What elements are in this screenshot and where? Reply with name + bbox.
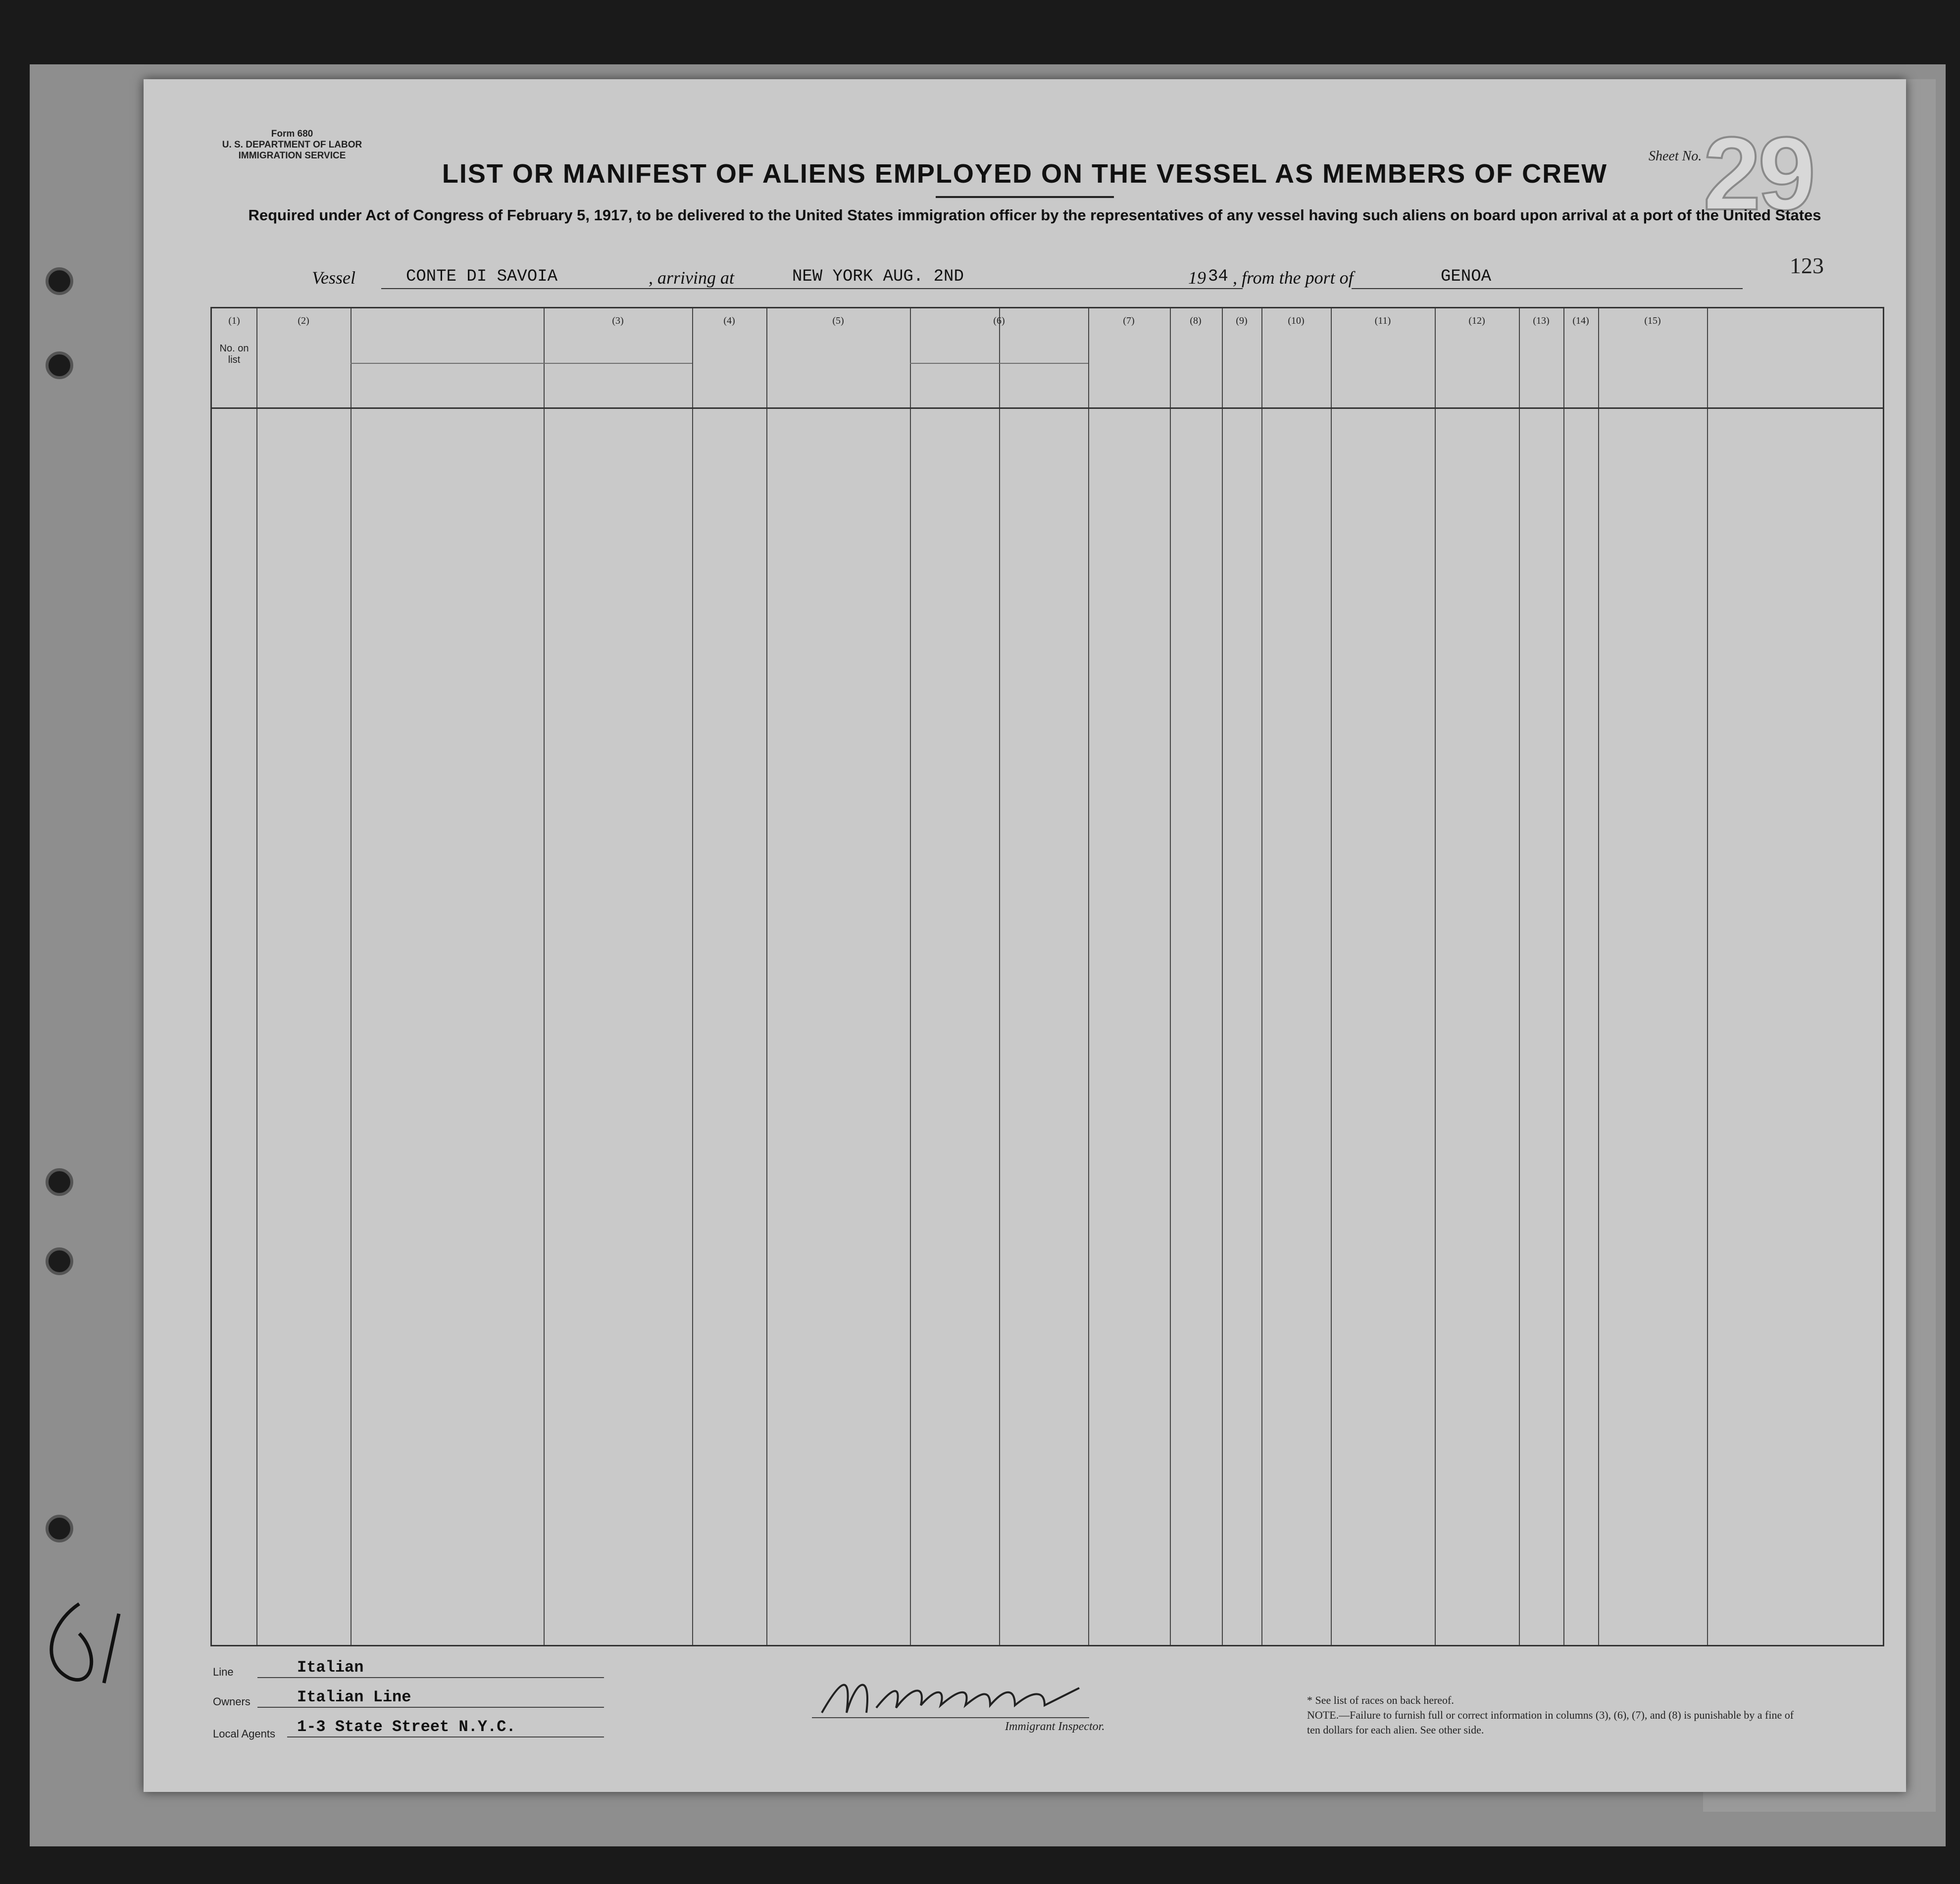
- column-number: (10): [1288, 315, 1305, 326]
- column-divider: [1519, 308, 1520, 1645]
- year-suffix: 34: [1208, 267, 1228, 286]
- column-divider: [351, 308, 352, 1645]
- voyage-line: [144, 267, 1906, 297]
- arriving-at: NEW YORK AUG. 2ND: [792, 267, 964, 286]
- column-number: (12): [1468, 315, 1485, 326]
- column-number: (13): [1533, 315, 1550, 326]
- column-divider: [1563, 308, 1564, 1645]
- race-note: * See list of races on back hereof.: [1307, 1694, 1454, 1706]
- vessel-name: CONTE DI SAVOIA: [406, 267, 558, 286]
- column-divider: [692, 308, 693, 1645]
- vessel-underline: [381, 288, 797, 289]
- column-number: (8): [1190, 315, 1202, 326]
- sheet-number: 29: [1703, 115, 1813, 232]
- column-divider: [999, 308, 1000, 1645]
- penalty-note: NOTE.—Failure to furnish full or correct information in columns (3), (6), (7), and (8) is punishable by a fine of ten dollars for each alien. See other side.: [1307, 1709, 1794, 1736]
- inspector-caption: Immigrant Inspector.: [1005, 1720, 1105, 1733]
- line-underline: [257, 1677, 604, 1678]
- form-info: [213, 129, 371, 161]
- title-rule: [936, 196, 1114, 198]
- column-divider: [544, 308, 545, 1645]
- form-number: Form 680: [271, 129, 313, 139]
- owners-value: Italian Line: [297, 1688, 411, 1706]
- subheader-rule: [910, 363, 1088, 364]
- column-number: (5): [832, 315, 844, 326]
- from-port: GENOA: [1441, 267, 1492, 286]
- column-number: (15): [1644, 315, 1661, 326]
- manifest-sheet: [144, 79, 1906, 1792]
- punch-hole: [46, 1247, 73, 1275]
- handwritten-mark: [20, 1594, 168, 1703]
- column-divider: [1261, 308, 1262, 1645]
- department: U. S. DEPARTMENT OF LABOR: [222, 140, 362, 150]
- column-divider: [1435, 308, 1436, 1645]
- header-rule: [212, 407, 1883, 409]
- document-subtitle: Required under Act of Congress of February 5, 1917, to be delivered to the United States immigration officer by the representatives of any vessel having such aliens on board upon arrival at a port of the United States: [248, 206, 1821, 224]
- arriving-underline: [753, 288, 1243, 289]
- from-port-underline: [1352, 288, 1743, 289]
- column-number: (7): [1123, 315, 1135, 326]
- punch-hole: [46, 1168, 73, 1196]
- column-number: (14): [1572, 315, 1589, 326]
- agents-label: Local Agents: [213, 1728, 275, 1740]
- column-divider: [766, 308, 767, 1645]
- column-divider: [910, 308, 911, 1645]
- column-number: (11): [1374, 315, 1391, 326]
- column-number: (1): [228, 315, 240, 326]
- column-divider: [1707, 308, 1708, 1645]
- column-number: (6): [993, 315, 1005, 326]
- line-label: Line: [213, 1666, 234, 1678]
- column-divider: [1170, 308, 1171, 1645]
- service: IMMIGRATION SERVICE: [238, 150, 346, 161]
- year-prefix: 19: [1188, 268, 1206, 288]
- punch-hole: [46, 351, 73, 379]
- column-number: (9): [1236, 315, 1248, 326]
- vessel-label: Vessel: [312, 268, 355, 288]
- column-divider: [1598, 308, 1599, 1645]
- punch-hole: [46, 267, 73, 295]
- agents-value: 1-3 State Street N.Y.C.: [297, 1718, 516, 1736]
- arriving-label: , arriving at: [649, 268, 735, 288]
- line-value: Italian: [297, 1658, 364, 1677]
- crew-table: [210, 307, 1884, 1646]
- column-divider: [1088, 308, 1089, 1645]
- header-no-on-list: No. on list: [219, 343, 249, 365]
- column-divider: [1222, 308, 1223, 1645]
- owners-underline: [257, 1707, 604, 1708]
- from-port-label: , from the port of: [1233, 268, 1354, 288]
- owners-label: Owners: [213, 1695, 251, 1708]
- column-number: (2): [298, 315, 309, 326]
- column-divider: [256, 308, 257, 1645]
- column-divider: [1331, 308, 1332, 1645]
- column-number: (4): [723, 315, 735, 326]
- punch-hole: [46, 1515, 73, 1542]
- column-number: (3): [612, 315, 624, 326]
- agents-underline: [287, 1736, 604, 1737]
- sheet-number-label: Sheet No.: [1649, 149, 1702, 164]
- subheader-rule: [351, 363, 692, 364]
- page-number: 123: [1790, 253, 1824, 278]
- document-title: LIST OR MANIFEST OF ALIENS EMPLOYED ON THE VESSEL AS MEMBERS OF CREW: [442, 159, 1608, 189]
